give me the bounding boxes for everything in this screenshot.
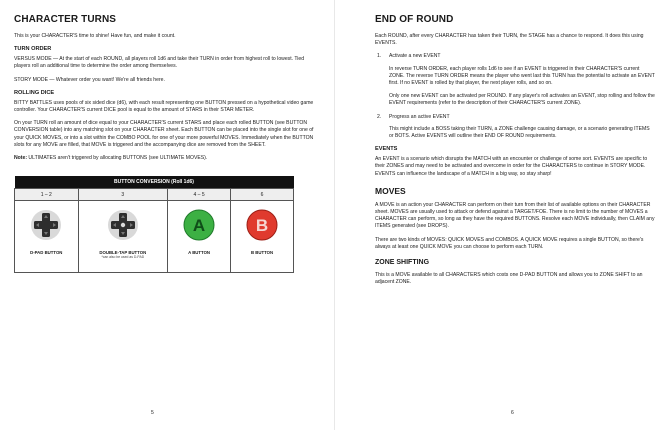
dpad-label: D-PAD BUTTON: [30, 250, 63, 256]
section-heading-turn-order: TURN ORDER: [14, 46, 52, 53]
b-button-label: B BUTTON: [250, 250, 274, 256]
zone-shifting-paragraph: This is a MOVE available to all CHARACTERS which costs one D-PAD BUTTON and allows you to ZONE SHIFT to an adjacent ZONE.: [375, 272, 643, 286]
double-tap-note: *can also be used as D-PAD: [101, 255, 145, 260]
page-title: END OF ROUND: [375, 14, 454, 25]
table-header: BUTTON CONVERSION (Roll 1d6): [15, 176, 294, 189]
button-conversion-table: [14, 176, 294, 273]
dpad-cell: [15, 201, 79, 273]
double-tap-dpad-icon: [107, 209, 139, 241]
page-number: 5: [151, 410, 154, 416]
b-button-cell: [231, 201, 294, 273]
b-glyph: B: [255, 216, 269, 236]
note-paragraph: [14, 155, 320, 162]
page-number: 6: [511, 410, 514, 416]
moves-paragraph-1: A MOVE is an action your CHARACTER can perform on their turn from their list of available options on their CHARACTER sheet. MOVES are usually used to attack or defend against a TARGET/FOE. There is no limit to the number of MOVES a CHARACTER can perform, so long as they have the required BUTTONS. Resolve each MOVE individually, then CLAIM any ITEMS generated (see DROPS).: [375, 201, 655, 230]
section-heading-zone-shifting: ZONE SHIFTING: [375, 259, 430, 267]
moves-paragraph-2: There are two kinds of MOVES: QUICK MOVES and COMBOS. A QUICK MOVE requires a single BUTTON, so there's always at least one QUICK MOVE you can choose to perform each TURN.: [375, 236, 644, 250]
section-heading-rolling-dice: ROLLING DICE: [14, 89, 55, 96]
intro-text: This is your CHARACTER'S time to shine! Have fun, and make it count.: [14, 33, 176, 39]
a-glyph: A: [192, 216, 206, 236]
right-page: [335, 0, 669, 430]
a-button-label: A BUTTON: [188, 250, 211, 256]
list-item: [375, 114, 655, 141]
step-number: 2.: [377, 113, 382, 120]
list-item: [375, 53, 655, 107]
events-paragraph: An EVENT is a scenario which disrupts the MATCH with an encounter or challenge of some sort. EVENTS are specific to their ZONES and may need to be activated and overcome in order for the CHARACTERS to continue in STORY MODE. EVENTS can influence the landscape of a MATCH in a big way, so stay sharp!: [375, 156, 648, 177]
note-text: ULTIMATES aren't triggered by allocating BUTTONS (see ULTIMATE MOVES).: [27, 155, 208, 162]
left-page: [0, 0, 334, 430]
story-mode-text: STORY MODE — Whatever order you want! We're all friends here.: [14, 76, 165, 83]
step-label: Progress an active EVENT: [389, 113, 450, 120]
step-number: 1.: [377, 53, 382, 60]
section-heading-moves: MOVES: [375, 185, 406, 196]
intro-text: Each ROUND, after every CHARACTER has taken their TURN, the STAGE has a chance to respond. It does this using EVENTS.: [375, 33, 644, 47]
rolling-paragraph-2: On your TURN roll an amount of dice equal to your CHARACTER'S current STARS and place each rolled BUTTON (see BUTTON CONVERSION table) into any matching slot on your CHARACTER sheet. Each BUTTON can be placed into the single slot for one of your QUICK MOVES, or into a slot within the COMBO POOL for one of your more powerful MOVES. Immediately when the BUTTON slots for any MOVE are filled, that MOVE is triggered and the accompanying dice are removed from the SHEET.: [14, 120, 314, 148]
double-tap-label: DOUBLE-TAP BUTTON: [99, 250, 147, 256]
dpad-icon: [30, 209, 62, 241]
step-label: Activate a new EVENT: [389, 53, 441, 60]
end-of-round-steps: [375, 53, 655, 140]
section-heading-events: EVENTS: [375, 146, 398, 153]
rolling-paragraph-1: BITTY BATTLES uses pools of six sided dice (d6), with each result representing one BUTTON pressed on a hypothetical video game controller. Your CHARACTER'S current DICE pool is equal to the amount of STARS in their STAR METER.: [14, 99, 314, 114]
range-cell: 6: [231, 189, 294, 201]
note-label: Note:: [14, 155, 28, 162]
step-paragraph: Only one new EVENT can be activated per ROUND. If any player's roll activates an EVENT, stop rolling and follow the EVENT requirements (refer to the description of their CHARACTER'S current ZONE).: [389, 93, 655, 107]
step-paragraph: In reverse TURN ORDER, each player rolls 1d6 to see if an EVENT is triggered in their CHARACTER'S current ZONE. The reverse TURN ORDER means the player who went last this TURN has the potential to activate an EVENT first. If no EVENT is rolled by that player, the next player rolls, and so on.: [389, 65, 655, 87]
double-tap-cell: [78, 201, 168, 273]
page-title: CHARACTER TURNS: [14, 14, 117, 25]
versus-mode-text: VERSUS MODE — At the start of each ROUND, all players roll 1d6 and take their TURN in order from highest roll to lowest. Tied players roll an additional time to determine the order among themselves.: [14, 56, 305, 70]
range-cell: 1 – 2: [15, 189, 79, 201]
range-cell: 4 – 5: [168, 189, 231, 201]
step-paragraph: This might include a BOSS taking their TURN, a ZONE challenge causing damage, or a scenario generating ITEMS or BOTS. Active EVENTS will outline their END OF ROUND requirements.: [389, 125, 650, 140]
a-button-icon: [183, 209, 215, 241]
b-button-icon: [246, 209, 278, 241]
a-button-cell: [168, 201, 231, 273]
range-cell: 3: [78, 189, 168, 201]
